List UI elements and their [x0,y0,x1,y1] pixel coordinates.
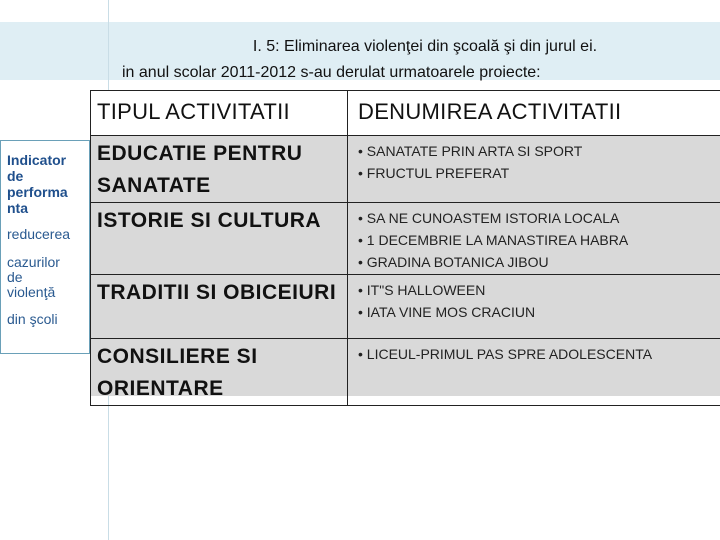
table-header-row [91,91,720,136]
table-row [91,203,720,275]
column-header: DENUMIREA ACTIVITATII [348,91,720,136]
activity-item: • FRUCTUL PREFERAT [358,165,510,181]
indicator-text-line: violenţă [7,284,56,300]
activity-item: • SA NE CUNOASTEM ISTORIA LOCALA [358,210,620,226]
activity-item: • LICEUL-PRIMUL PAS SPRE ADOLESCENTA [358,346,653,362]
activity-names [348,339,720,406]
activity-type: EDUCATIE PENTRU SANATATE [91,136,348,203]
activity-table [90,90,720,406]
activity-item: • 1 DECEMBRIE LA MANASTIREA HABRA [358,232,629,248]
indicator-box [0,140,90,354]
indicator-label-line: performa [7,184,68,200]
activity-type: TRADITII SI OBICEIURI [91,275,348,339]
table-row [91,136,720,203]
activity-item: • IATA VINE MOS CRACIUN [358,304,536,320]
indicator-text-line: cazurilor [7,254,60,270]
indicator-label-line: nta [7,200,28,216]
indicator-label-line: Indicator [7,152,67,168]
activity-item: • IT"S HALLOWEEN [358,282,486,298]
indicator-text-line: de [7,269,23,285]
activity-names [348,203,720,275]
activity-type: CONSILIERE SI ORIENTARE [91,339,348,406]
activity-names [348,136,720,203]
table-row [91,339,720,406]
activity-names [348,275,720,339]
activity-type: ISTORIE SI CULTURA [91,203,348,275]
activity-item: • GRADINA BOTANICA JIBOU [358,254,549,270]
indicator-label-line: de [7,168,24,184]
indicator-text-line: reducerea [7,226,71,242]
page-title: I. 5: Eliminarea violenţei din şcoală şi din jurul ei. [252,38,598,55]
activity-item: • SANATATE PRIN ARTA SI SPORT [358,143,583,159]
page-subtitle: in anul scolar 2011-2012 s-au derulat urmatoarele proiecte: [122,64,541,81]
table-row [91,275,720,339]
column-header: TIPUL ACTIVITATII [91,91,348,136]
indicator-text-line: din şcoli [7,311,58,327]
